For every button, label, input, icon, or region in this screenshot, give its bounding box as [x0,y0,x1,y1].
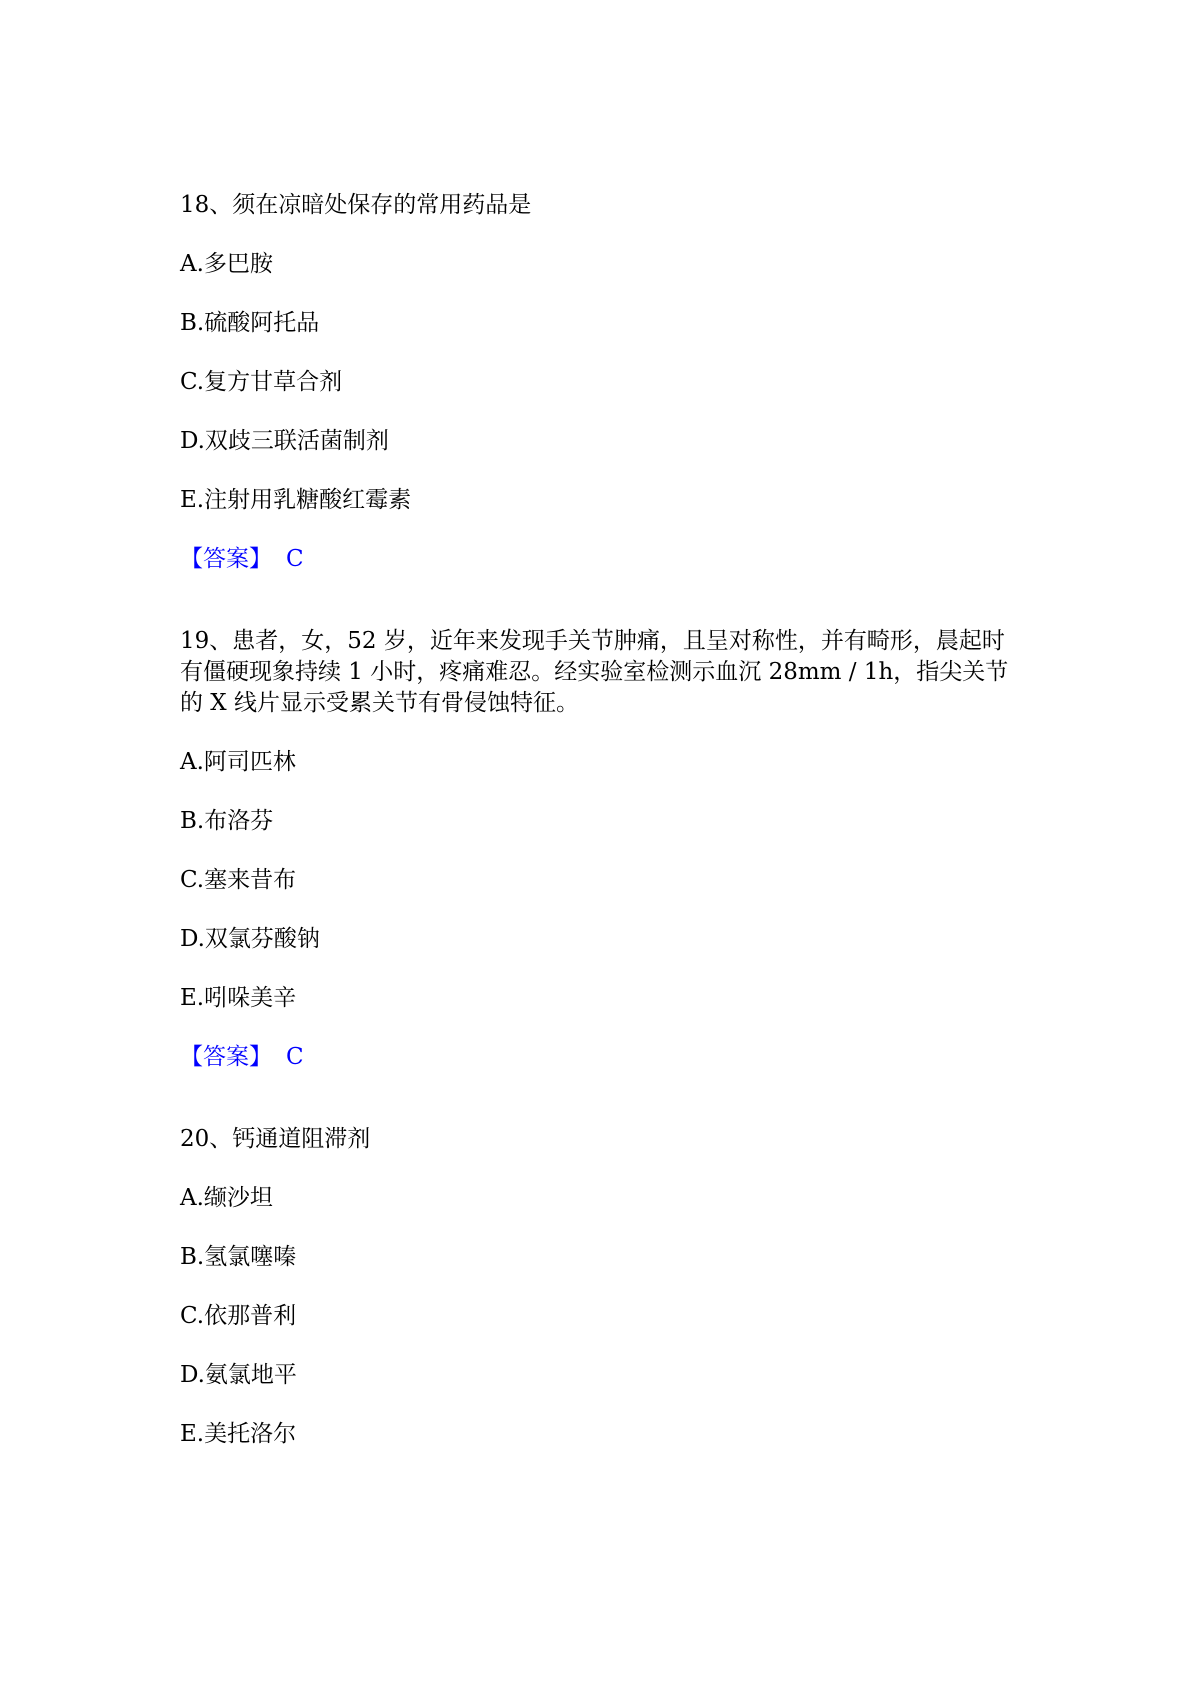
answer-line [180,544,1020,575]
option-list [180,249,1020,516]
question-20 [180,1124,1020,1450]
option-c: C.塞来昔布 [180,867,297,893]
answer-label: 【答案】 [180,546,272,572]
option-e: E.注射用乳糖酸红霉素 [180,487,412,513]
option-list [180,747,1020,1014]
question-title: 19、患者，女，52 岁，近年来发现手关节肿痛，且呈对称性，并有畸形，晨起时有僵硬现象持续 1 小时，疼痛难忍。经实验室检测示血沉 28mm / 1h，指尖关节的 X 线片显示受累关节有骨侵蚀特征。 [180,628,1009,716]
answer-value: C [286,1044,304,1070]
option-b: B.氢氯噻嗪 [180,1244,297,1270]
option-a: A.缬沙坦 [180,1185,273,1211]
question-19 [180,626,1020,1073]
option-c: C.依那普利 [180,1303,297,1329]
option-d: D.氨氯地平 [180,1362,297,1388]
option-e: E.吲哚美辛 [180,985,297,1011]
option-b: B.布洛芬 [180,808,274,834]
answer-line [180,1042,1020,1073]
option-a: A.多巴胺 [180,251,273,277]
option-d: D.双氯芬酸钠 [180,926,320,952]
question-title: 20、钙通道阻滞剂 [180,1126,371,1152]
option-d: D.双歧三联活菌制剂 [180,428,389,454]
question-18 [180,190,1020,575]
option-e: E.美托洛尔 [180,1421,297,1447]
answer-label: 【答案】 [180,1044,272,1070]
answer-value: C [286,546,304,572]
option-a: A.阿司匹林 [180,749,296,775]
question-title: 18、须在凉暗处保存的常用药品是 [180,192,532,218]
option-c: C.复方甘草合剂 [180,369,343,395]
option-list [180,1183,1020,1450]
option-b: B.硫酸阿托品 [180,310,320,336]
